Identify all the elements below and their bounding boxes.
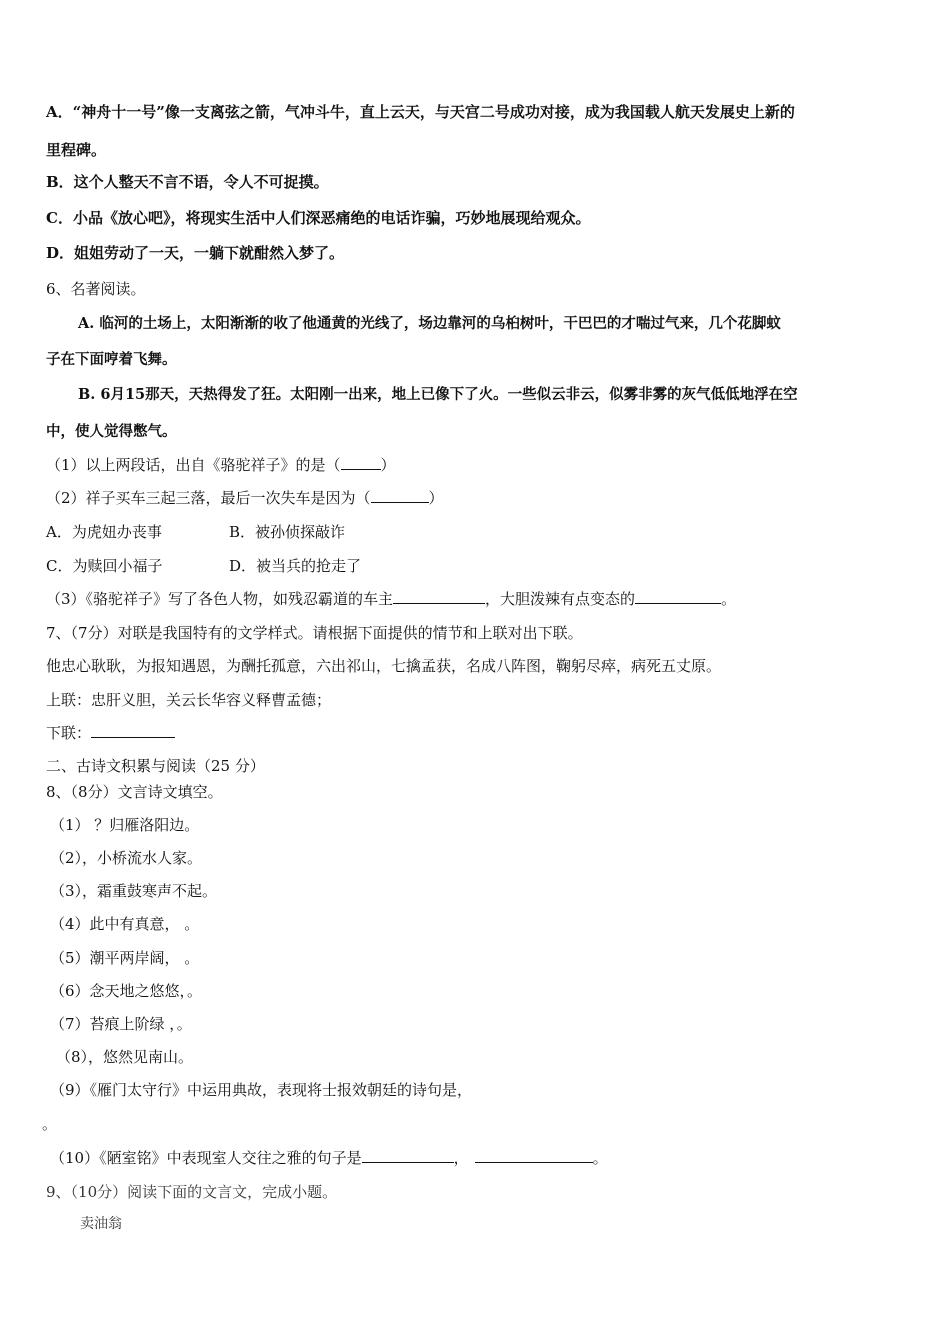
q6-choice-d: D．被当兵的抢走了: [229, 557, 362, 575]
q9-title: 9、（10分）阅读下面的文言文，完成小题。: [46, 1183, 338, 1201]
q8-title: 8、（8分）文言诗文填空。: [46, 783, 223, 801]
q5-option-d: D．姐姐劳动了一天，一躺下就酣然入梦了。: [46, 244, 345, 262]
q8-item-10-middle: ，: [453, 1149, 469, 1167]
q6-sub1-suffix: ）: [380, 456, 396, 474]
q5-option-a-line1: A．“神舟十一号”像一支离弦之箭，气冲斗牛，直上云天，与天宫二号成功对接，成为我国载人航天发展史上新的: [46, 103, 795, 121]
q6-choices-row2: [46, 556, 361, 576]
q7-lower-answer-blank[interactable]: [91, 723, 175, 738]
q6-passage-b-line1: B. 6月15那天，天热得发了狂。太阳刚一出来，地上已像下了火。一些似云非云，似雾非雾的灰气低低地浮在空: [78, 386, 798, 403]
q8-item-6: （6）念天地之悠悠，。: [50, 982, 203, 1000]
q7-upper-couplet: 上联：忠肝义胆，关云长华容义释曹孟德；: [46, 691, 332, 709]
q8-item-5: （5）潮平两岸阔， 。: [50, 949, 200, 967]
q6-choice-a: A．为虎妞办丧事: [46, 523, 162, 541]
q8-item-4: （4）此中有真意， 。: [50, 915, 200, 933]
q8-item-2: （2），小桥流水人家。: [50, 849, 203, 867]
q6-choices-row1: [46, 522, 345, 542]
q6-choice-c: C．为赎回小福子: [46, 557, 163, 575]
q8-item-10-prefix: （10）《陋室铭》中表现室人交往之雅的句子是: [50, 1149, 362, 1167]
q7-lower-prefix: 下联：: [46, 724, 92, 742]
q6-sub3-prefix: （3）《骆驼祥子》写了各色人物，如残忍霸道的车主: [46, 590, 394, 608]
q8-item-10-blank-1[interactable]: [362, 1148, 454, 1163]
q8-item-10-blank-2[interactable]: [475, 1148, 593, 1163]
q8-item-10-suffix: 。: [592, 1149, 608, 1167]
q6-sub3-blank-1[interactable]: [393, 589, 485, 604]
q6-sub1-prefix: （1）以上两段话，出自《骆驼祥子》的是（: [46, 456, 341, 474]
q8-item-9: （9）《雁门太守行》中运用典故，表现将士报效朝廷的诗句是，: [50, 1081, 473, 1099]
q6-sub2: [46, 488, 444, 508]
q6-sub1-answer-blank[interactable]: [341, 455, 381, 470]
q8-item-7: （7）苔痕上阶绿 ，。: [50, 1015, 192, 1033]
q6-sub3-middle: ，大胆泼辣有点变态的: [485, 590, 636, 608]
q7-story: 他忠心耿耿，为报知遇恩，为酬托孤意，六出祁山，七擒孟获，名成八阵图，鞠躬尽瘁，病死五丈原。: [46, 657, 722, 675]
q6-passage-a-line2: 子在下面哼着飞舞。: [46, 351, 177, 368]
q6-sub2-prefix: （2）祥子买车三起三落，最后一次失车是因为（: [46, 489, 371, 507]
q8-item-10: [50, 1148, 608, 1168]
q5-option-a-line2: 里程碑。: [46, 141, 107, 159]
q8-item-9-end: 。: [42, 1115, 58, 1133]
q9-passage-title: 卖油翁: [80, 1216, 122, 1232]
q7-lower-couplet: [46, 723, 175, 743]
q8-item-1: （1） ？归雁洛阳边。: [50, 816, 200, 834]
q6-title: 6、名著阅读。: [46, 280, 146, 298]
q6-sub3-suffix: 。: [721, 590, 737, 608]
q6-sub3-blank-2[interactable]: [635, 589, 721, 604]
section-2-title: 二、古诗文积累与阅读（25 分）: [46, 757, 265, 775]
q8-item-8: （8），悠然见南山。: [56, 1048, 194, 1066]
q6-sub2-answer-blank[interactable]: [371, 488, 429, 503]
q6-sub3: [46, 589, 736, 609]
q6-passage-a-line1: A. 临河的土场上，太阳渐渐的收了他通黄的光线了，场边靠河的乌桕树叶，干巴巴的才喘过气来，几个花脚蚊: [78, 315, 781, 332]
q5-option-c: C．小品《放心吧》，将现实生活中人们深恶痛绝的电话诈骗，巧妙地展现给观众。: [46, 209, 591, 227]
q8-item-3: （3），霜重鼓寒声不起。: [50, 882, 218, 900]
q6-choice-b: B．被孙侦探敲诈: [229, 523, 346, 541]
q6-passage-b-line2: 中，使人觉得憋气。: [46, 423, 177, 440]
q5-option-b: B．这个人整天不言不语，令人不可捉摸。: [46, 173, 329, 191]
q6-sub2-suffix: ）: [428, 489, 444, 507]
q7-title: 7、（7分）对联是我国特有的文学样式。请根据下面提供的情节和上联对出下联。: [46, 624, 583, 642]
q6-sub1: [46, 455, 396, 475]
